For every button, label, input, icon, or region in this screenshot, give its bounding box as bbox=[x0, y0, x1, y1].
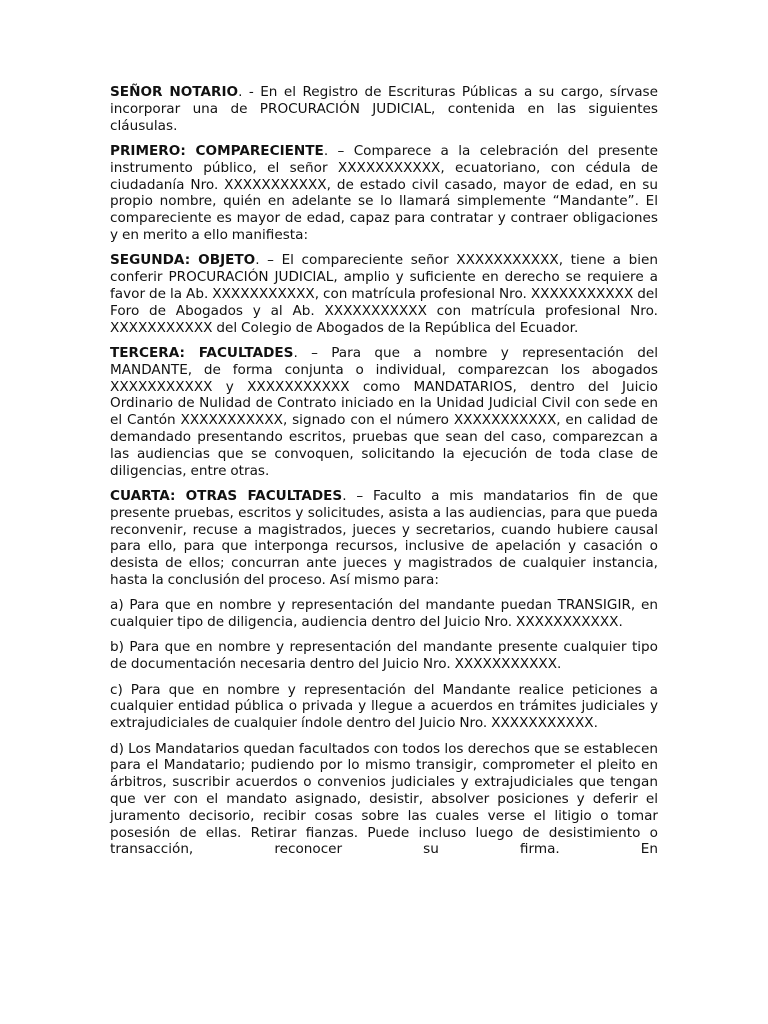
paragraph-body: b) Para que en nombre y representación del mandante presente cualquier tipo de documentación necesaria dentro del Juicio Nro. XXXXXXXXXXX. bbox=[110, 639, 658, 673]
paragraph-body: . - En el Registro de Escrituras Públicas a su cargo, sírvase incorporar una de PROCURACIÓN JUDICIAL, contenida en las siguientes cláusulas. bbox=[110, 84, 659, 134]
paragraph-body: c) Para que en nombre y representación del Mandante realice peticiones a cualquier entidad pública o privada y llegue a acuerdos en trámites judiciales y extrajudiciales de cualquier índole dentro del Juicio Nro. XXXXXXXXXXX. bbox=[110, 681, 658, 732]
paragraph-segunda bbox=[110, 252, 658, 336]
paragraph-body: d) Los Mandatarios quedan facultados con todos los derechos que se establecen para el Mandatario; pudiendo por lo mismo transigir, comprometer el pleito en árbitros, suscribir acuerdos o convenios judiciales y extrajudiciales que tengan que ver con el mandato asignado, desistir, absolver posiciones y deferir el juramento decisorio, recibir cosas sobre las cuales verse el litigio o tomar posesión de ellas. Retirar fianzas. Puede incluso luego de desistimiento o transacción, reconocer su firma. En bbox=[110, 740, 658, 858]
paragraph-body: . – Faculto a mis mandatarios fin de que presente pruebas, escritos y solicitudes, asista a las audiencias, para que pueda reconvenir, recuse a magistrados, jueces y secretarios, cuando hubiere causal para ello, para que interponga recursos, inclusive de apelación y casación o desista de ellos; concurran ante jueces y magistrados de cualquier instancia, hasta la conclusión del proceso. Así mismo para: bbox=[110, 487, 658, 588]
paragraph-cuarta bbox=[110, 488, 658, 589]
paragraph-item-c bbox=[110, 682, 658, 732]
document-page bbox=[110, 84, 658, 858]
paragraph-tercera bbox=[110, 345, 658, 479]
paragraph-body: a) Para que en nombre y representación del mandante puedan TRANSIGIR, en cualquier tipo de diligencia, audiencia dentro del Juicio Nro. XXXXXXXXXXX. bbox=[110, 597, 658, 631]
paragraph-body: . – El compareciente señor XXXXXXXXXXX, tiene a bien conferir PROCURACIÓN JUDICIAL, amplio y suficiente en derecho se requiere a favor de la Ab. XXXXXXXXXXX, con matrícula profesional Nro. XXXXXXXXXXX del Foro de Abogados y al Ab. XXXXXXXXXXX con matrícula profesional Nro. XXXXXXXXXXX del Colegio de Abogados de la República del Ecuador. bbox=[110, 252, 658, 336]
paragraph-heading: SEGUNDA: OBJETO bbox=[110, 252, 256, 269]
paragraph-heading: PRIMERO: COMPARECIENTE bbox=[110, 142, 324, 159]
paragraph-heading: CUARTA: OTRAS FACULTADES bbox=[110, 487, 343, 504]
paragraph-body: . – Para que a nombre y representación del MANDANTE, de forma conjunta o individual, comparezcan los abogados XXXXXXXXXXX y XXXXXXXXXXX como MANDATARIOS, dentro del Juicio Ordinario de Nulidad de Contrato iniciado en la Unidad Judicial Civil con sede en el Cantón XXXXXXXXXXX, signado con el número XXXXXXXXXXX, en calidad de demandado presentando escritos, pruebas que sean del caso, comparezcan a las audiencias que se convoquen, solicitando la ejecución de toda clase de diligencias, entre otras. bbox=[110, 344, 658, 479]
paragraph-intro bbox=[110, 84, 658, 134]
paragraph-heading: TERCERA: FACULTADES bbox=[110, 344, 294, 361]
paragraph-item-a bbox=[110, 597, 658, 631]
paragraph-heading: SEÑOR NOTARIO bbox=[110, 84, 239, 100]
paragraph-body: . – Comparece a la celebración del presente instrumento público, el señor XXXXXXXXXXX, ecuatoriano, con cédula de ciudadanía Nro. XXXXXXXXXXX, de estado civil casado, mayor de edad, en su propio nombre, quién en adelante se lo llamará simplemente “Mandante”. El compareciente es mayor de edad, capaz para contratar y contraer obligaciones y en merito a ello manifiesta: bbox=[110, 142, 658, 243]
paragraph-item-b bbox=[110, 639, 658, 673]
paragraph-item-d bbox=[110, 741, 658, 859]
paragraph-primero bbox=[110, 143, 658, 244]
